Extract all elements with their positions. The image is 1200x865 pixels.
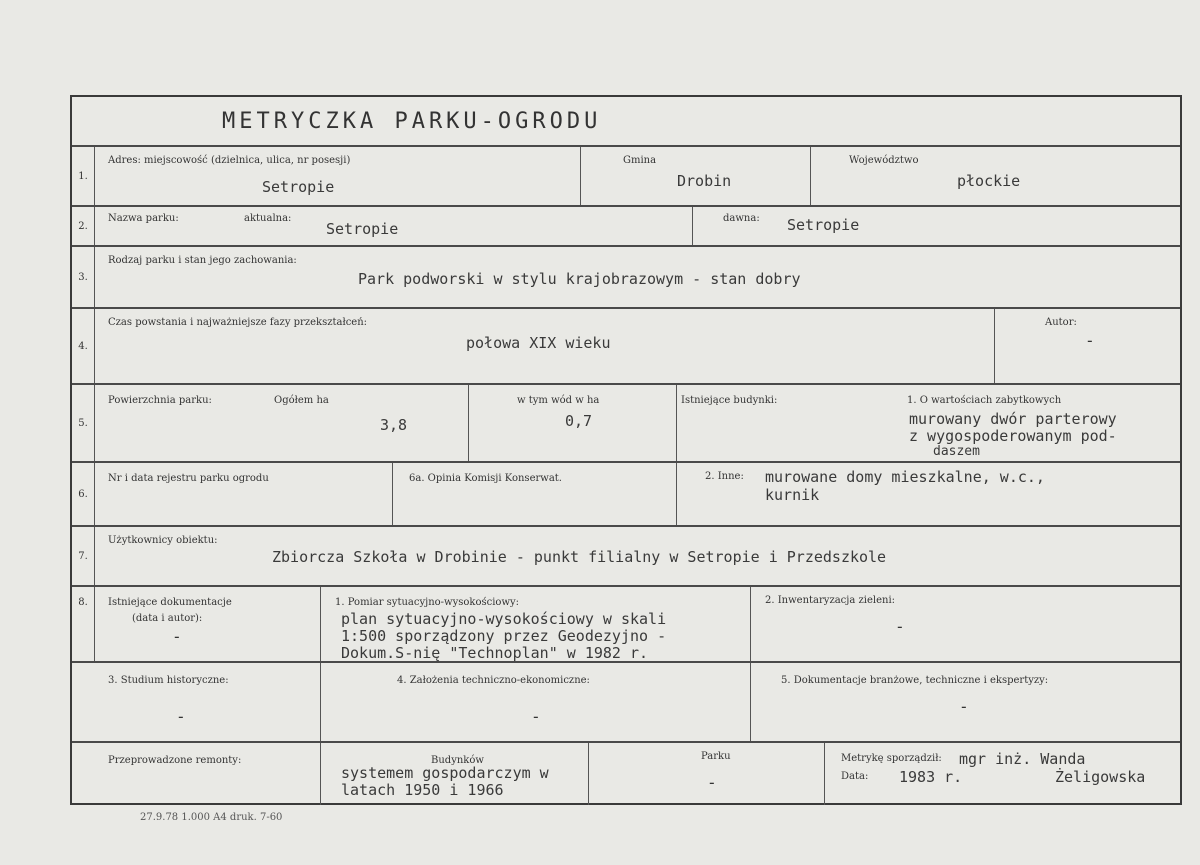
gmina-value: Drobin bbox=[677, 172, 732, 190]
current-name-label: aktualna: bbox=[244, 213, 292, 224]
documentation-label: Istniejące dokumentacje bbox=[108, 597, 232, 608]
row-park-type bbox=[72, 247, 1180, 309]
total-area-label: Ogółem ha bbox=[274, 395, 329, 406]
tech-econ-label: 4. Założenia techniczno-ekonomiczne: bbox=[397, 675, 590, 686]
park-record-form bbox=[70, 95, 1182, 805]
author-label: Autor: bbox=[1045, 317, 1077, 328]
row-number: 2. bbox=[72, 207, 95, 245]
branch-docs-label: 5. Dokumentacje branżowe, techniczne i ekspertyzy: bbox=[781, 675, 1049, 686]
greenery-cell bbox=[750, 587, 1180, 661]
date-label: Data: bbox=[841, 771, 869, 782]
date-value: 1983 r. bbox=[899, 768, 963, 786]
monument-buildings-line-3: daszem bbox=[933, 444, 980, 459]
water-area-cell bbox=[468, 385, 676, 461]
total-area-value: 3,8 bbox=[380, 416, 408, 434]
row-address bbox=[72, 147, 1180, 207]
origin-value: połowa XIX wieku bbox=[466, 334, 611, 352]
tech-econ-value: - bbox=[531, 707, 541, 726]
gmina-cell bbox=[580, 147, 810, 205]
voivodeship-value: płockie bbox=[957, 172, 1021, 190]
monument-buildings-line-2: z wygospoderowanym pod- bbox=[909, 427, 1117, 445]
gmina-label: Gmina bbox=[623, 155, 657, 166]
existing-buildings-label: Istniejące budynki: bbox=[681, 395, 778, 406]
row-number: 4. bbox=[72, 309, 95, 383]
park-repairs-cell bbox=[588, 743, 824, 805]
row-number-empty bbox=[72, 663, 94, 741]
other-buildings-line-1: murowane domy mieszkalne, w.c., bbox=[765, 468, 1045, 486]
branch-docs-value: - bbox=[959, 697, 969, 716]
tech-econ-cell bbox=[320, 663, 750, 741]
documentation-value: - bbox=[172, 627, 182, 646]
former-name-cell bbox=[692, 207, 1180, 245]
documentation-sub-label: (data i autor): bbox=[132, 613, 203, 624]
buildings-repairs-cell bbox=[320, 743, 588, 805]
water-area-label: w tym wód w ha bbox=[517, 395, 600, 406]
buildings-cell bbox=[676, 385, 1180, 461]
row-documentation bbox=[72, 587, 1180, 663]
row-number: 3. bbox=[72, 247, 95, 307]
buildings-repairs-label: Budynków bbox=[431, 755, 484, 766]
origin-label: Czas powstania i najważniejsze fazy przekształceń: bbox=[108, 317, 368, 328]
greenery-label: 2. Inwentaryzacja zieleni: bbox=[765, 595, 896, 606]
row-registry bbox=[72, 463, 1180, 527]
voivodeship-label: Województwo bbox=[849, 155, 919, 166]
made-by-line-1: mgr inż. Wanda bbox=[959, 750, 1086, 768]
survey-line-1: plan sytuacyjno-wysokościowy w skali bbox=[341, 610, 667, 628]
park-type-label: Rodzaj parku i stan jego zachowania: bbox=[108, 255, 297, 266]
survey-line-2: 1:500 sporządzony przez Geodezyjno - bbox=[341, 627, 667, 645]
survey-line-3: Dokum.S-nię "Technoplan" w 1982 r. bbox=[341, 644, 649, 662]
park-repairs-label: Parku bbox=[701, 751, 731, 762]
monument-buildings-line-1: murowany dwór parterowy bbox=[909, 410, 1117, 428]
form-title: METRYCZKA PARKU-OGRODU bbox=[222, 109, 602, 134]
row-number: 7. bbox=[72, 527, 95, 585]
monument-buildings-label: 1. O wartościach zabytkowych bbox=[907, 395, 1062, 406]
opinion-cell bbox=[392, 463, 676, 525]
current-name-value: Setropie bbox=[326, 220, 399, 238]
park-name-label: Nazwa parku: bbox=[108, 213, 179, 224]
other-buildings-label: 2. Inne: bbox=[705, 471, 744, 482]
greenery-value: - bbox=[895, 617, 905, 636]
other-buildings-cell bbox=[676, 463, 1180, 525]
row-repairs bbox=[72, 743, 1180, 805]
opinion-label: 6a. Opinia Komisji Konserwat. bbox=[409, 473, 562, 484]
author-date-cell bbox=[824, 743, 1180, 805]
row-studies bbox=[72, 663, 1180, 743]
other-buildings-line-2: kurnik bbox=[765, 486, 820, 504]
history-study-value: - bbox=[176, 707, 186, 726]
former-name-value: Setropie bbox=[787, 216, 860, 234]
buildings-repairs-line-1: systemem gospodarczym w bbox=[341, 764, 549, 782]
row-area bbox=[72, 385, 1180, 463]
repairs-label: Przeprowadzone remonty: bbox=[108, 755, 242, 766]
users-label: Użytkownicy obiektu: bbox=[108, 535, 218, 546]
print-footer: 27.9.78 1.000 A4 druk. 7-60 bbox=[140, 812, 283, 823]
row-park-name bbox=[72, 207, 1180, 247]
park-type-value: Park podworski w stylu krajobrazowym - stan dobry bbox=[358, 270, 801, 288]
registry-label: Nr i data rejestru parku ogrodu bbox=[108, 473, 269, 484]
buildings-repairs-line-2: latach 1950 i 1966 bbox=[341, 781, 504, 799]
row-number: 8. bbox=[72, 587, 95, 661]
branch-docs-cell bbox=[750, 663, 1180, 741]
survey-label: 1. Pomiar sytuacyjno-wysokościowy: bbox=[335, 597, 520, 608]
row-number: 5. bbox=[72, 385, 95, 461]
park-repairs-value: - bbox=[707, 773, 717, 792]
former-name-label: dawna: bbox=[723, 213, 760, 224]
address-value: Setropie bbox=[262, 178, 335, 196]
made-by-line-2: Żeligowska bbox=[1055, 768, 1146, 786]
row-number: 6. bbox=[72, 463, 95, 525]
address-label: Adres: miejscowość (dzielnica, ulica, nr posesji) bbox=[108, 155, 351, 166]
form-title-row bbox=[72, 97, 1180, 147]
row-origin bbox=[72, 309, 1180, 385]
row-users bbox=[72, 527, 1180, 587]
author-cell bbox=[994, 309, 1180, 383]
water-area-value: 0,7 bbox=[565, 412, 593, 430]
voivodeship-cell bbox=[810, 147, 1180, 205]
author-value: - bbox=[1085, 331, 1095, 350]
survey-cell bbox=[320, 587, 750, 661]
row-number: 1. bbox=[72, 147, 95, 205]
area-label: Powierzchnia parku: bbox=[108, 395, 212, 406]
made-by-label: Metrykę sporządził: bbox=[841, 753, 942, 764]
users-value: Zbiorcza Szkoła w Drobinie - punkt filialny w Setropie i Przedszkole bbox=[272, 548, 887, 566]
history-study-label: 3. Studium historyczne: bbox=[108, 675, 229, 686]
